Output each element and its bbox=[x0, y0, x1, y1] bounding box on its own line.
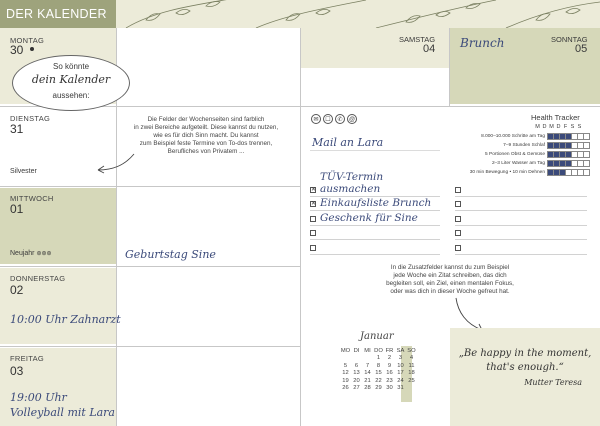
minical-day[interactable]: 24 bbox=[397, 377, 404, 384]
minical-day[interactable]: 25 bbox=[408, 377, 415, 384]
minical-day[interactable]: 6 bbox=[354, 362, 359, 369]
minical-header: MI bbox=[364, 347, 371, 354]
health-row-label: 2–3 Liter Wasser am Tag bbox=[491, 161, 545, 166]
wednesday-number: 01 bbox=[10, 202, 24, 216]
monday-label: MONTAG bbox=[10, 36, 45, 45]
minical-day[interactable]: 26 bbox=[342, 385, 349, 392]
callout-oval bbox=[12, 55, 130, 111]
contact-entry: Mail an Lara bbox=[312, 136, 384, 149]
todo-item[interactable] bbox=[455, 197, 587, 212]
todo-item[interactable] bbox=[310, 211, 440, 226]
minical-day[interactable] bbox=[351, 355, 362, 363]
todo-item[interactable] bbox=[455, 240, 587, 255]
minical-day[interactable]: 1 bbox=[376, 355, 381, 362]
todo-item[interactable] bbox=[310, 226, 440, 241]
health-checkbox[interactable] bbox=[583, 169, 590, 176]
minical-day[interactable] bbox=[362, 355, 373, 363]
health-row bbox=[420, 150, 590, 159]
minical-header: SO bbox=[407, 347, 416, 354]
minical-header: FR bbox=[385, 347, 394, 354]
tuesday-label: DIENSTAG bbox=[10, 114, 51, 123]
minical-day[interactable]: 13 bbox=[353, 370, 360, 377]
checked-checkbox[interactable]: ✕ bbox=[311, 201, 317, 207]
explain-left-line: zum Beispiel feste Termine von To-dos trennen, bbox=[139, 140, 273, 147]
minical-day[interactable]: 17 bbox=[397, 370, 404, 377]
day-letter: F bbox=[563, 124, 568, 130]
health-row-label: 5 Portionen Obst & Gemüse bbox=[485, 152, 545, 157]
minical-table bbox=[340, 347, 417, 392]
minical-day[interactable]: 21 bbox=[364, 377, 371, 384]
checkbox[interactable] bbox=[310, 245, 316, 251]
minical-day[interactable]: 16 bbox=[386, 370, 393, 377]
minical-day[interactable]: 28 bbox=[364, 385, 371, 392]
minical-day[interactable] bbox=[406, 385, 417, 393]
minical-day[interactable]: 19 bbox=[342, 377, 349, 384]
explain-right-line: In die Zusatzfelder kannst du zum Beispiel bbox=[390, 264, 510, 271]
symbols-icon: ⊛⊛⊛ bbox=[36, 251, 52, 257]
minical-day[interactable]: 30 bbox=[386, 385, 393, 392]
explain-left-line: wie es für dich Sinn macht. Du kannst bbox=[153, 132, 259, 139]
minical-day[interactable]: 29 bbox=[375, 385, 382, 392]
minical-day[interactable]: 15 bbox=[375, 370, 382, 377]
quote-line1: „Be happy in the moment, bbox=[458, 348, 592, 359]
health-rows bbox=[420, 132, 590, 177]
minical-month: Januar bbox=[360, 331, 394, 342]
todo-text: TÜV-Termin ausmachen bbox=[320, 170, 384, 195]
day-letter: S bbox=[570, 124, 575, 130]
arrow-icon bbox=[94, 152, 138, 176]
health-day-letters bbox=[534, 124, 583, 130]
explain-right-text bbox=[360, 264, 540, 296]
health-checkbox[interactable] bbox=[583, 142, 590, 149]
day-letter: M bbox=[549, 124, 554, 130]
friday-number: 03 bbox=[10, 364, 24, 378]
todo-list-right bbox=[455, 182, 587, 255]
day-letter: S bbox=[577, 124, 582, 130]
explain-right-line: oder was dich in dieser Woche gefreut hat. bbox=[390, 288, 510, 295]
day-letter: D bbox=[556, 124, 561, 130]
minical-day[interactable]: 2 bbox=[387, 355, 392, 362]
friday-entry-line1: 19:00 Uhr bbox=[10, 391, 67, 404]
minical-day[interactable]: 7 bbox=[365, 362, 370, 369]
wednesday-note-text: Neujahr bbox=[10, 250, 35, 257]
checkbox[interactable] bbox=[310, 230, 316, 236]
quote-box[interactable] bbox=[450, 328, 600, 426]
checkbox[interactable] bbox=[455, 230, 461, 236]
minical-day[interactable]: 18 bbox=[408, 370, 415, 377]
todo-item[interactable] bbox=[455, 226, 587, 241]
contact-icons bbox=[311, 114, 357, 124]
minical-day[interactable]: 14 bbox=[364, 370, 371, 377]
quote-author: Mutter Teresa bbox=[524, 378, 582, 387]
todo-item[interactable] bbox=[310, 197, 440, 212]
todo-item[interactable] bbox=[310, 240, 440, 255]
checkbox[interactable] bbox=[310, 216, 316, 222]
minical-day[interactable]: 20 bbox=[353, 377, 360, 384]
minical-day[interactable]: 8 bbox=[376, 362, 381, 369]
wednesday-label: MITTWOCH bbox=[10, 194, 54, 203]
minical-day[interactable]: 31 bbox=[397, 385, 404, 392]
tuesday-note: Silvester bbox=[10, 168, 37, 175]
checkbox[interactable] bbox=[455, 245, 461, 251]
day-letter: D bbox=[542, 124, 547, 130]
dot-icon bbox=[30, 47, 34, 51]
health-title: Health Tracker bbox=[531, 113, 580, 122]
health-checkbox[interactable] bbox=[583, 151, 590, 158]
leaf-decoration bbox=[116, 0, 600, 28]
todo-item[interactable] bbox=[310, 170, 440, 197]
minical-day[interactable]: 9 bbox=[387, 362, 392, 369]
health-row-label: 7–9 Stunden Schlaf bbox=[503, 143, 545, 148]
mail-icon: ✉ bbox=[311, 114, 321, 124]
health-row bbox=[420, 141, 590, 150]
explain-left-text bbox=[118, 116, 294, 156]
todo-item[interactable] bbox=[455, 211, 587, 226]
minical-day[interactable]: 4 bbox=[409, 355, 414, 362]
minical-header: SA bbox=[396, 347, 405, 354]
explain-left-line: in zwei Bereiche aufgeteilt. Diese kannst du nutzen, bbox=[133, 124, 279, 131]
thursday-label: DONNERSTAG bbox=[10, 274, 66, 283]
phone-icon: ☐ bbox=[323, 114, 333, 124]
saturday-label: SAMSTAG bbox=[399, 35, 436, 44]
explain-left-line: Berufliches von Privatem ... bbox=[167, 148, 245, 155]
health-row bbox=[420, 168, 590, 177]
minical-day[interactable]: 11 bbox=[408, 362, 415, 369]
thursday-entry: 10:00 Uhr Zahnarzt bbox=[10, 313, 121, 326]
health-checkbox[interactable] bbox=[583, 133, 590, 140]
sunday-number: 05 bbox=[575, 43, 588, 55]
health-checkbox[interactable] bbox=[583, 160, 590, 167]
minical-day[interactable] bbox=[340, 355, 351, 363]
checkbox[interactable] bbox=[455, 216, 461, 222]
explain-right-line: begleiten soll, ein Ziel, einen mentalen Fokus, bbox=[386, 280, 514, 287]
minical-day[interactable]: 22 bbox=[375, 377, 382, 384]
health-row-label: 30 min Bewegung • 10 min Dehnen bbox=[469, 170, 545, 175]
wednesday-entry: Geburtstag Sine bbox=[125, 248, 216, 261]
todo-text: Einkaufsliste Brunch bbox=[320, 197, 432, 209]
friday-entry-line2: Volleyball mit Lara bbox=[10, 406, 115, 419]
explain-right-line: jede Woche ein Zitat schreiben, das dich bbox=[393, 272, 507, 279]
minical-day[interactable]: 27 bbox=[353, 385, 360, 392]
minical-header: DO bbox=[374, 347, 383, 354]
checkbox[interactable] bbox=[455, 201, 461, 207]
saturday-number: 04 bbox=[423, 43, 436, 55]
at-icon: @ bbox=[347, 114, 357, 124]
calendar-title: DER KALENDER bbox=[0, 0, 116, 28]
sunday-label: SONNTAG bbox=[551, 35, 588, 44]
tuesday-number: 31 bbox=[10, 122, 24, 136]
day-letter: M bbox=[535, 124, 540, 130]
call-icon: ✆ bbox=[335, 114, 345, 124]
callout-line2: dein Kalender bbox=[31, 73, 111, 86]
todo-text: Geschenk für Sine bbox=[320, 211, 418, 224]
minical-day[interactable]: 23 bbox=[386, 377, 393, 384]
explain-left-line: Die Felder der Wochenseiten sind farblich bbox=[147, 116, 265, 123]
wednesday-note bbox=[10, 250, 52, 257]
callout-line1: So könnte bbox=[52, 62, 90, 71]
health-row-label: 8.000–10.000 Schritte am Tag bbox=[481, 134, 545, 139]
sunday-entry: Brunch bbox=[460, 36, 505, 50]
checkbox[interactable] bbox=[455, 187, 461, 193]
minical-day[interactable]: 10 bbox=[397, 362, 404, 369]
minical-day[interactable]: 12 bbox=[342, 370, 349, 377]
friday-label: FREITAG bbox=[10, 354, 45, 363]
todo-item[interactable] bbox=[455, 182, 587, 197]
health-row bbox=[420, 159, 590, 168]
todo-list-left bbox=[310, 170, 440, 255]
minical-day[interactable]: 3 bbox=[398, 355, 403, 362]
health-row bbox=[420, 132, 590, 141]
quote-line2: that's enough.“ bbox=[486, 362, 564, 373]
minical-header: DI bbox=[353, 347, 360, 354]
minical-header: MO bbox=[340, 347, 351, 354]
checked-checkbox[interactable]: ✕ bbox=[311, 186, 317, 193]
minical-day[interactable]: 5 bbox=[343, 362, 348, 369]
monday-number: 30 bbox=[10, 43, 24, 57]
thursday-number: 02 bbox=[10, 283, 24, 297]
callout-line3: aussehen: bbox=[52, 91, 90, 100]
